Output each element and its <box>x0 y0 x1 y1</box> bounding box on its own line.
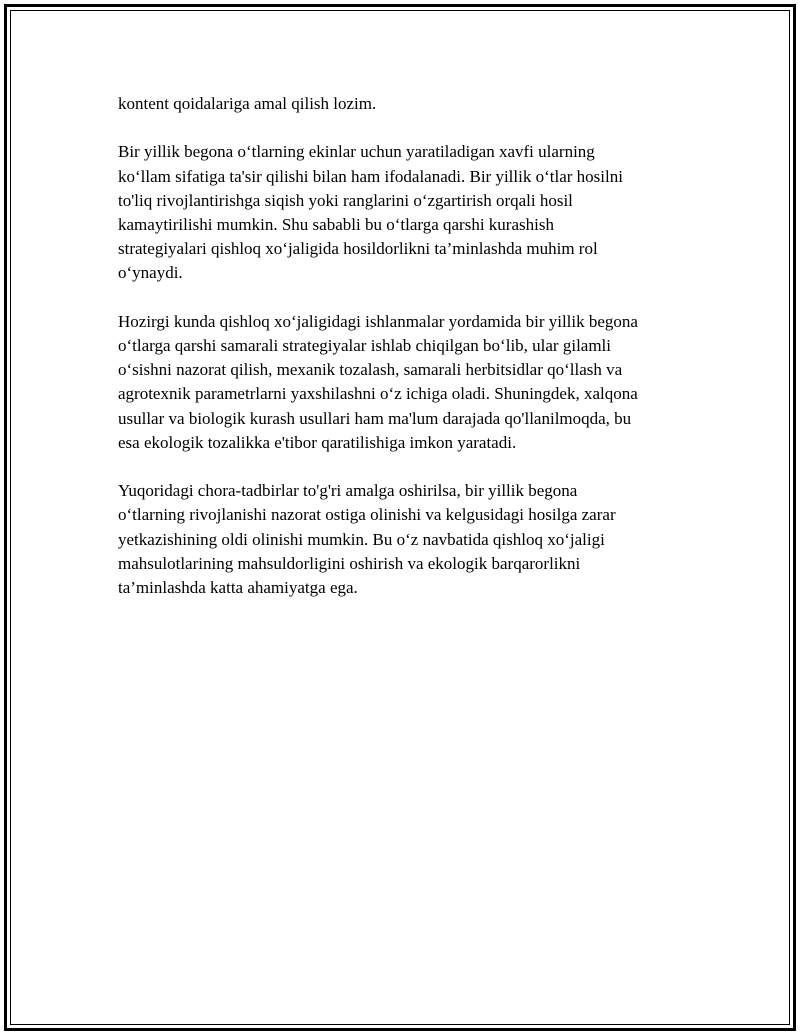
paragraph-weed-danger: Bir yillik begona o‘tlarning ekinlar uchun yaratiladigan xavfi ularning ko‘llam sifatiga ta'sir qilishi bilan ham ifodalanadi. Bir yillik o‘tlar hosilni to'liq rivojlantirishga siqish yoki ranglarini o‘zgartirish orqali hosil kamaytirilishi mumkin. Shu sababli bu o‘tlarga qarshi kurashish strategiyalari qishloq xo‘jaligida hosildorlikni ta’minlashda muhim rol o‘ynaydi. <box>118 142 623 283</box>
paragraph-continuation: kontent qoidalariga amal qilish lozim. <box>118 94 377 113</box>
document-body <box>118 92 708 624</box>
paragraph-control-strategies: Hozirgi kunda qishloq xo‘jaligidagi ishlanmalar yordamida bir yillik begona o‘tlarga qarshi samarali strategiyalar ishlab chiqilgan bo‘lib, ular gilamli o‘sishni nazorat qilish, mexanik tozalash, samarali herbitsidlar qo‘llash va agrotexnik parametrlarni yaxshilashni o‘z ichiga oladi. Shuningdek, xalqona usullar va biologik kurash usullari ham ma'lum darajada qo'llanilmoqda, bu esa ekologik tozalikka e'tibor qaratilishiga imkon yaratadi. <box>118 311 638 452</box>
paragraph-conclusion: Yuqoridagi chora-tadbirlar to'g'ri amalga oshirilsa, bir yillik begona o‘tlarning rivojlanishi nazorat ostiga olinishi va kelgusidagi hosilga zarar yetkazishining oldi olinishi mumkin. Bu o‘z navbatida qishloq xo‘jaligi mahsulotlarining mahsuldorligini oshirish va ekologik barqarorlikni ta’minlashda katta ahamiyatga ega. <box>118 481 616 598</box>
